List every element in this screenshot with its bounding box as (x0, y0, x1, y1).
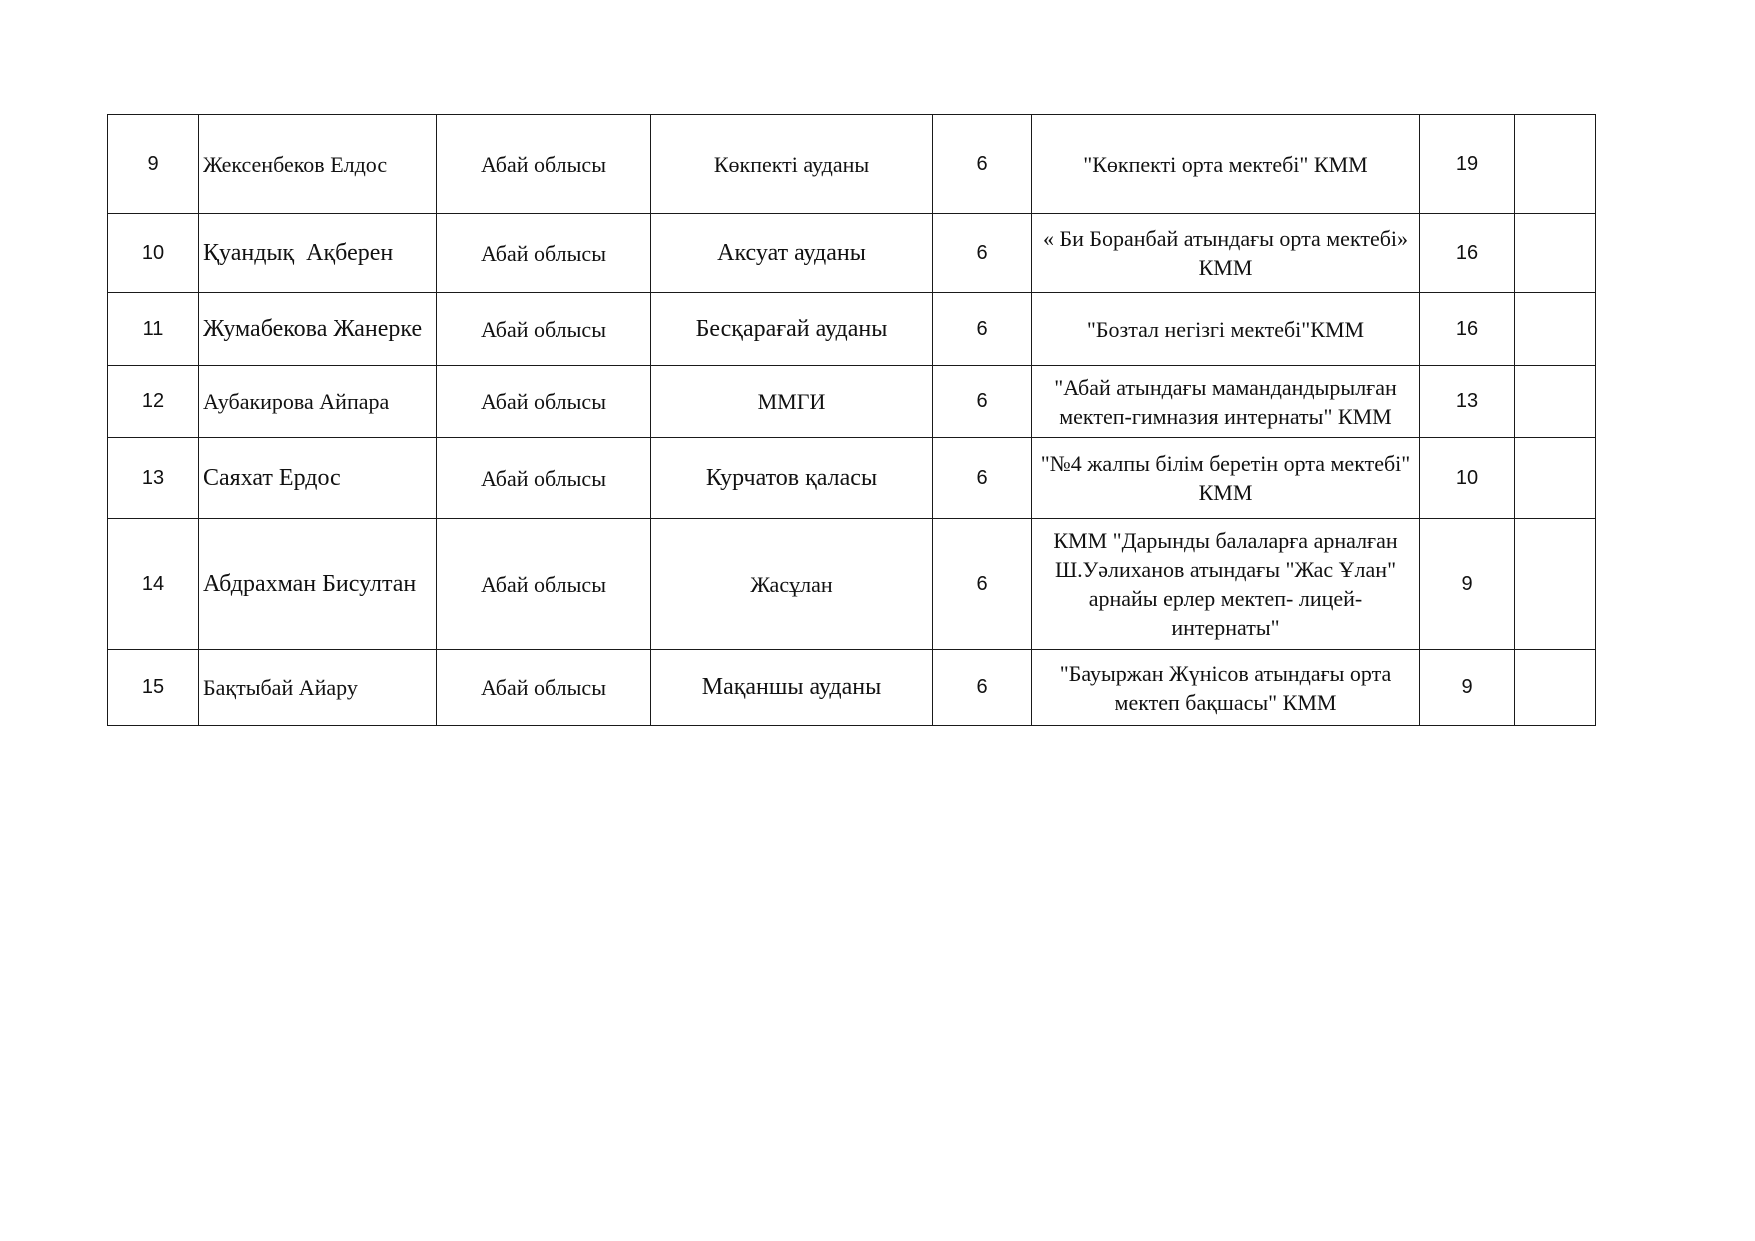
table-row (108, 293, 1596, 366)
note-cell (1515, 438, 1596, 519)
row-number: 13 (108, 438, 199, 519)
region: Абай облысы (437, 650, 651, 726)
note-cell (1515, 115, 1596, 214)
row-number: 15 (108, 650, 199, 726)
school: "№4 жалпы білім беретін орта мектебі" КММ (1032, 438, 1420, 519)
note-cell (1515, 214, 1596, 293)
school: "Бауыржан Жүнісов атындағы орта мектеп бақшасы" КММ (1032, 650, 1420, 726)
row-number: 9 (108, 115, 199, 214)
region: Абай облысы (437, 115, 651, 214)
district: Бесқарағай ауданы (651, 293, 933, 366)
score: 16 (1420, 214, 1515, 293)
score: 19 (1420, 115, 1515, 214)
score: 13 (1420, 366, 1515, 438)
grade: 6 (933, 293, 1032, 366)
school: "Көкпекті орта мектебі" КММ (1032, 115, 1420, 214)
student-name: Жумабекова Жанерке (199, 293, 437, 366)
table-row (108, 115, 1596, 214)
grade: 6 (933, 438, 1032, 519)
score: 10 (1420, 438, 1515, 519)
row-number: 11 (108, 293, 199, 366)
score: 9 (1420, 519, 1515, 650)
student-name: Абдрахман Бисултан (199, 519, 437, 650)
note-cell (1515, 519, 1596, 650)
district: Мақаншы ауданы (651, 650, 933, 726)
student-name: Қуандық Ақберен (199, 214, 437, 293)
region: Абай облысы (437, 366, 651, 438)
table-row (108, 650, 1596, 726)
table-row (108, 438, 1596, 519)
grade: 6 (933, 366, 1032, 438)
district: Көкпекті ауданы (651, 115, 933, 214)
table-row (108, 214, 1596, 293)
student-name: Саяхат Ердос (199, 438, 437, 519)
note-cell (1515, 650, 1596, 726)
grade: 6 (933, 519, 1032, 650)
table-row (108, 519, 1596, 650)
region: Абай облысы (437, 214, 651, 293)
row-number: 14 (108, 519, 199, 650)
results-table (107, 114, 1596, 726)
row-number: 10 (108, 214, 199, 293)
region: Абай облысы (437, 438, 651, 519)
row-number: 12 (108, 366, 199, 438)
school: КММ "Дарынды балаларға арналған Ш.Уәлиханов атындағы "Жас Ұлан" арнайы ерлер мектеп- лицей-интернаты" (1032, 519, 1420, 650)
note-cell (1515, 293, 1596, 366)
student-name: Бақтыбай Айару (199, 650, 437, 726)
student-name: Аубакирова Айпара (199, 366, 437, 438)
region: Абай облысы (437, 519, 651, 650)
score: 9 (1420, 650, 1515, 726)
student-name: Жексенбеков Елдос (199, 115, 437, 214)
school: "Абай атындағы мамандандырылған мектеп-гимназия интернаты" КММ (1032, 366, 1420, 438)
grade: 6 (933, 214, 1032, 293)
table-row (108, 366, 1596, 438)
district: Курчатов қаласы (651, 438, 933, 519)
school: « Би Боранбай атындағы орта мектебі» КММ (1032, 214, 1420, 293)
score: 16 (1420, 293, 1515, 366)
grade: 6 (933, 650, 1032, 726)
school: "Бозтал негізгі мектебі"КММ (1032, 293, 1420, 366)
note-cell (1515, 366, 1596, 438)
district: ММГИ (651, 366, 933, 438)
region: Абай облысы (437, 293, 651, 366)
district: Аксуат ауданы (651, 214, 933, 293)
grade: 6 (933, 115, 1032, 214)
district: Жасұлан (651, 519, 933, 650)
